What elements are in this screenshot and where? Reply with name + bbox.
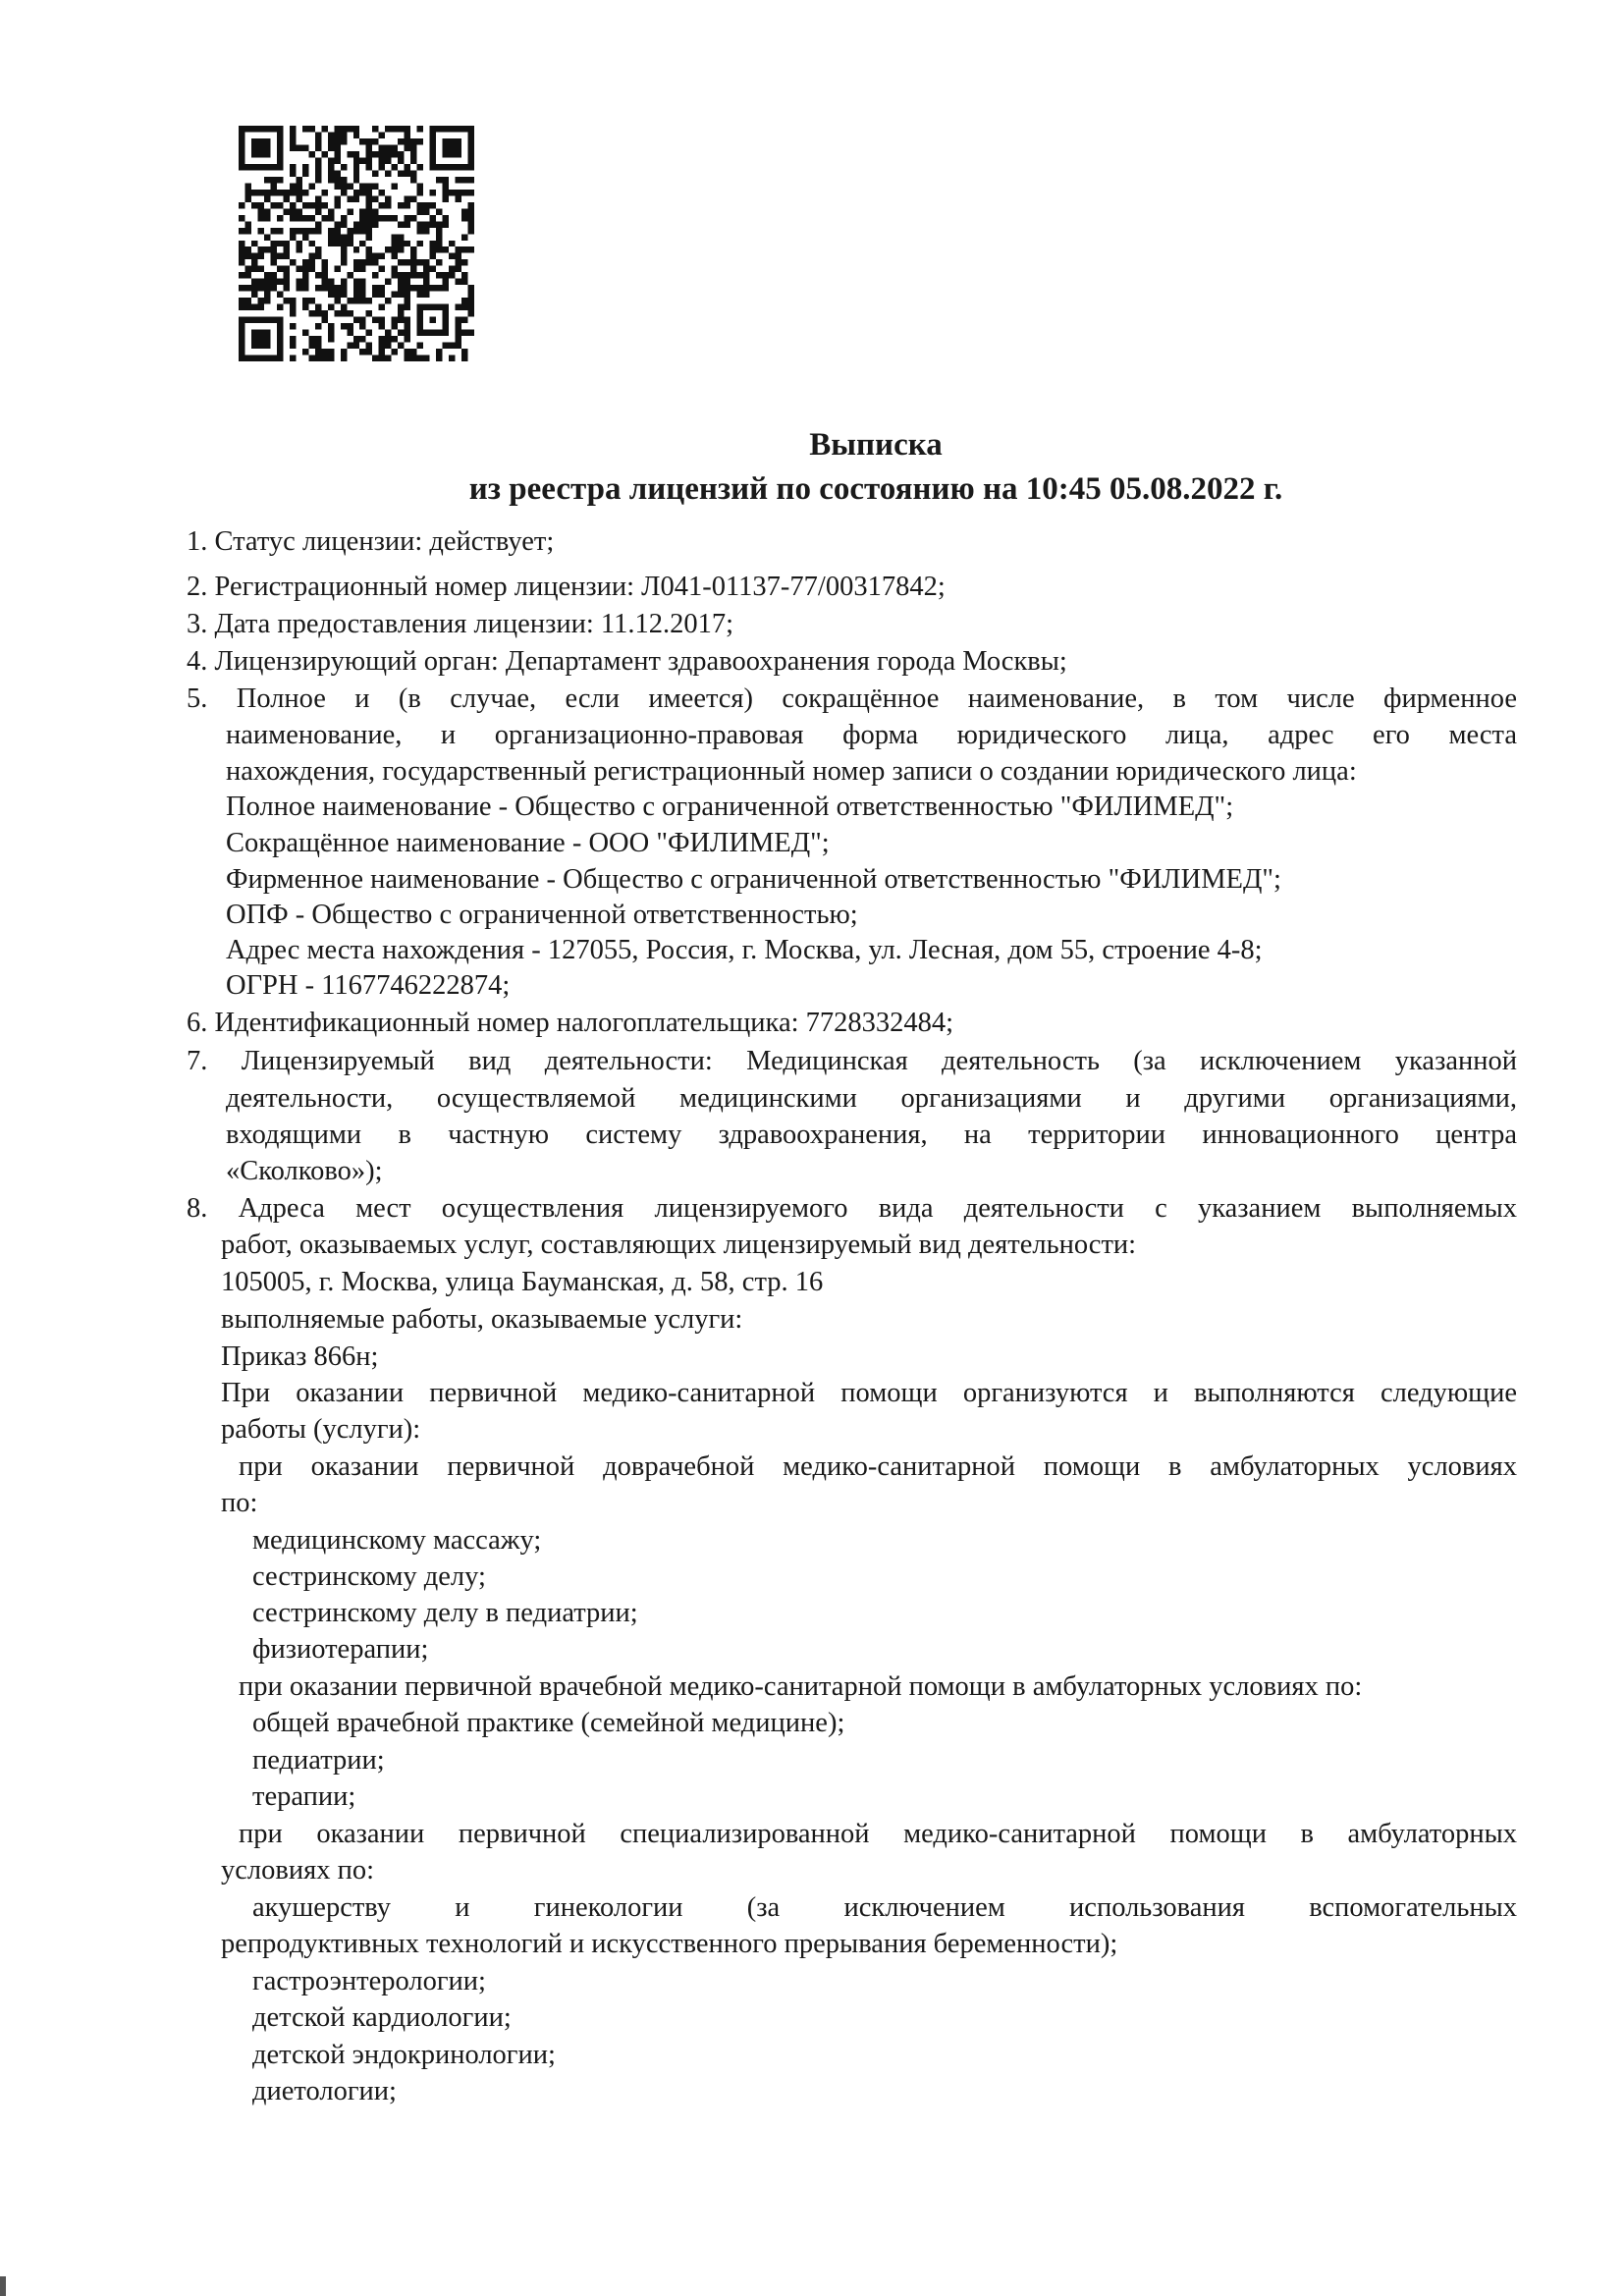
qr-code xyxy=(239,126,474,361)
text-line-l05: 5. Полное и (в случае, если имеется) сокращённое наименование, в том числе фирменное xyxy=(187,683,1517,714)
text-line-l28: медицинскому массажу; xyxy=(252,1525,542,1556)
text-line-l37: условиях по: xyxy=(221,1855,374,1886)
text-line-l11: ОПФ - Общество с ограниченной ответственностью; xyxy=(226,900,858,930)
text-line-l19: 8. Адреса мест осуществления лицензируемого вида деятельности с указанием выполняемых xyxy=(187,1193,1517,1224)
text-line-l10: Фирменное наименование - Общество с ограниченной ответственностью "ФИЛИМЕД"; xyxy=(226,864,1281,895)
text-line-l24: При оказании первичной медико-санитарной помощи организуются и выполняются следующие xyxy=(221,1378,1517,1408)
text-line-l07: нахождения, государственный регистрационный номер записи о создании юридического лица: xyxy=(226,756,1357,787)
text-line-l08: Полное наименование - Общество с ограниченной ответственностью "ФИЛИМЕД"; xyxy=(226,792,1234,822)
text-line-l01: 1. Статус лицензии: действует; xyxy=(187,526,555,557)
text-line-l26: при оказании первичной доврачебной медико-санитарной помощи в амбулаторных условиях xyxy=(239,1451,1517,1482)
text-line-l36: при оказании первичной специализированной медико-санитарной помощи в амбулаторных xyxy=(239,1819,1517,1849)
text-line-l23: Приказ 866н; xyxy=(221,1341,379,1372)
text-line-l41: детской кардиологии; xyxy=(252,2002,512,2033)
text-line-l31: физиотерапии; xyxy=(252,1634,429,1665)
text-line-l09: Сокращённое наименование - ООО "ФИЛИМЕД"; xyxy=(226,828,830,858)
text-line-l13: ОГРН - 1167746222874; xyxy=(226,970,511,1001)
text-line-l32: при оказании первичной врачебной медико-санитарной помощи в амбулаторных условиях по: xyxy=(239,1671,1363,1702)
text-line-l12: Адрес места нахождения - 127055, Россия, г. Москва, ул. Лесная, дом 55, строение 4-8; xyxy=(226,935,1263,965)
text-line-l40: гастроэнтерологии; xyxy=(252,1966,486,1996)
text-line-l15: 7. Лицензируемый вид деятельности: Медицинская деятельность (за исключением указанной xyxy=(187,1046,1517,1076)
text-line-l39: репродуктивных технологий и искусственного прерывания беременности); xyxy=(221,1929,1118,1959)
text-line-l43: диетологии; xyxy=(252,2076,397,2106)
text-line-l34: педиатрии; xyxy=(252,1745,385,1776)
document-subtitle: из реестра лицензий по состоянию на 10:45 05.08.2022 г. xyxy=(468,471,1283,507)
text-line-l21: 105005, г. Москва, улица Бауманская, д. 58, стр. 16 xyxy=(221,1267,824,1297)
document-title: Выписка xyxy=(809,427,943,463)
text-line-l17: входящими в частную систему здравоохранения, на территории инновационного центра xyxy=(226,1120,1517,1150)
text-line-l02: 2. Регистрационный номер лицензии: Л041-01137-77/00317842; xyxy=(187,572,946,602)
scan-edge-mark xyxy=(0,2276,6,2296)
text-line-l22: выполняемые работы, оказываемые услуги: xyxy=(221,1304,743,1335)
text-line-l33: общей врачебной практике (семейной медицине); xyxy=(252,1708,845,1738)
text-line-l42: детской эндокринологии; xyxy=(252,2040,556,2070)
text-line-l35: терапии; xyxy=(252,1781,356,1812)
text-line-l30: сестринскому делу в педиатрии; xyxy=(252,1598,638,1628)
text-line-l04: 4. Лицензирующий орган: Департамент здравоохранения города Москвы; xyxy=(187,646,1067,677)
text-line-l03: 3. Дата предоставления лицензии: 11.12.2017; xyxy=(187,609,734,639)
text-line-l16: деятельности, осуществляемой медицинскими организациями и другими организациями, xyxy=(226,1083,1517,1114)
text-line-l14: 6. Идентификационный номер налогоплательщика: 7728332484; xyxy=(187,1008,954,1038)
text-line-l18: «Сколково»); xyxy=(226,1156,383,1186)
text-line-l25: работы (услуги): xyxy=(221,1414,421,1445)
text-line-l29: сестринскому делу; xyxy=(252,1561,486,1592)
text-line-l27: по: xyxy=(221,1488,258,1518)
text-line-l38: акушерству и гинекологии (за исключением использования вспомогательных xyxy=(252,1892,1517,1923)
text-line-l20: работ, оказываемых услуг, составляющих лицензируемый вид деятельности: xyxy=(221,1230,1137,1260)
text-line-l06: наименование, и организационно-правовая форма юридического лица, адрес его места xyxy=(226,720,1517,750)
